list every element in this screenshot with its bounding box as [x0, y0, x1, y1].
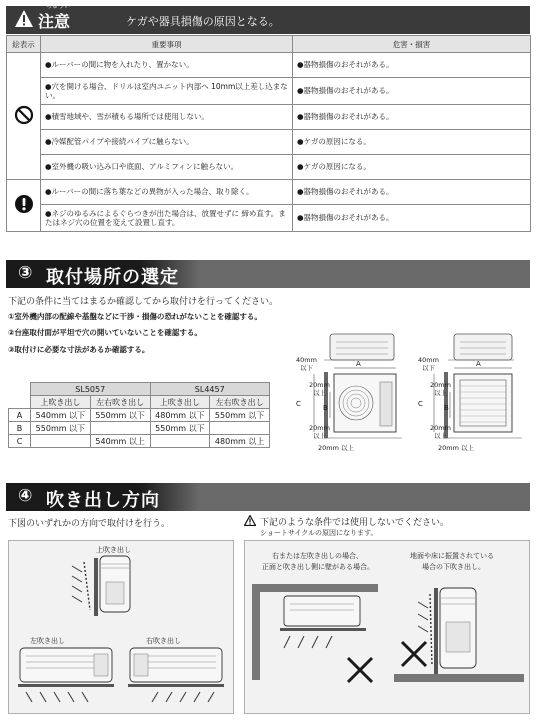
dim-a: A: [356, 360, 361, 368]
sub-header: 左右吹き出し: [90, 396, 150, 409]
item-text: ●穴を開ける場合、ドリルは室内ユニット内部へ 10mm以上差し込まない。: [41, 78, 293, 105]
table-row: [7, 78, 531, 105]
section4-number: ④: [18, 486, 33, 506]
warning-small-icon: [244, 515, 256, 526]
prohibited-cell: [7, 53, 41, 180]
harm-text: ●器物損傷のおそれがある。: [293, 180, 531, 205]
dimension-diagram-left: [294, 332, 412, 456]
caution-header: [6, 3, 530, 34]
harm-text: ●ケガの原因になる。: [293, 130, 531, 155]
dim-c: C: [296, 400, 301, 408]
item-text: ●ネジのゆるみによるぐらつきが出た場合は、放置せずに 締め直す。またはネジ穴の位置を変えて設置し直す。: [41, 205, 293, 232]
mandatory-cell: [7, 180, 41, 232]
caution-table: [6, 35, 531, 232]
dim-r20b: 以上: [434, 389, 447, 397]
harm-text: ●器物損傷のおそれがある。: [293, 53, 531, 78]
table-row: [7, 155, 531, 180]
warn-text: 下記のような条件では使用しないでください。: [260, 518, 450, 528]
caution-subtitle: ケガや器具損傷の原因となる。: [126, 15, 280, 28]
row-label: A: [9, 409, 31, 422]
table-cell: [210, 422, 270, 435]
section4-title: 吹き出し方向: [46, 490, 160, 511]
unit-left-blow: [14, 644, 116, 708]
table-row: [9, 435, 270, 448]
dim-left-top: 40mm: [296, 356, 317, 364]
dim-r-a: A: [476, 360, 481, 368]
table-cell: [90, 422, 150, 435]
item-text: ●ルーバーの間に落ち葉などの異物が入った場合、取り除く。: [41, 180, 293, 205]
table-row: [7, 53, 531, 78]
section3-number: ③: [18, 263, 33, 283]
mandatory-icon: [14, 194, 34, 214]
sub-header: 上吹き出し: [150, 396, 210, 409]
section4-header: [6, 483, 530, 511]
warn-sub: ショートサイクルの原因になります。: [260, 529, 378, 537]
table-cell: 550mm 以下: [90, 409, 150, 422]
dim-20a: 20mm: [309, 381, 330, 389]
table-row: [7, 205, 531, 232]
dim-r20a: 20mm: [430, 381, 451, 389]
unit-right-blow: [124, 644, 226, 708]
model-sl5057: SL5057: [31, 383, 151, 396]
dimension-table: [8, 382, 270, 448]
table-cell: 480mm 以上: [210, 435, 270, 448]
table-cell: [150, 435, 210, 448]
caution-title: 注意: [38, 12, 71, 31]
harm-text: ●器物損傷のおそれがある。: [293, 205, 531, 232]
table-cell: [31, 435, 91, 448]
dim-20d: 以上: [313, 432, 326, 440]
case2-line1: 地面や床に振置されている: [410, 552, 494, 560]
case1-line1: 右または左吹き出しの場合、: [272, 552, 363, 560]
label-right-blow: 右吹き出し: [146, 637, 181, 645]
header-symbol: 絵表示: [7, 36, 41, 53]
check-1: ①室外機内部の配線や基盤などに干渉・損傷の恐れがないことを確認する。: [8, 312, 262, 321]
harm-text: ●ケガの原因になる。: [293, 155, 531, 180]
dim-left-top2: 以下: [300, 364, 313, 372]
dimension-diagram-right: [414, 332, 532, 456]
table-cell: 540mm 以上: [90, 435, 150, 448]
header-gray: [200, 483, 530, 511]
check-2: ②台座取付面が平坦で穴の開いていないことを確認する。: [8, 328, 202, 337]
dim-b: B: [323, 404, 328, 412]
table-row: [9, 409, 270, 422]
caution-ruby: ちゅうい: [46, 3, 71, 10]
header-item: 重要事項: [41, 36, 293, 53]
section3-header: [6, 260, 530, 288]
label-left-blow: 左吹き出し: [30, 637, 65, 645]
case2-illustration: [392, 578, 526, 708]
dim-right-top: 40mm: [418, 356, 439, 364]
section3-intro: 下記の条件に当てはまるか確認してから取付けを行ってください。: [8, 297, 279, 307]
table-cell: 550mm 以下: [210, 409, 270, 422]
case1-line2: 正面と吹き出し側に壁がある場合。: [262, 563, 374, 571]
table-row: [7, 180, 531, 205]
prohibited-icon: [14, 105, 34, 125]
row-label: C: [9, 435, 31, 448]
dim-r20d: 以上: [434, 432, 447, 440]
caution-table-header: [7, 36, 531, 53]
table-cell: 480mm 以下: [150, 409, 210, 422]
sub-header: 上吹き出し: [31, 396, 91, 409]
label-top-blow: 上吹き出し: [96, 546, 131, 554]
item-text: ●室外機の吸い込み口や底面、アルミフィンに触らない。: [41, 155, 293, 180]
model-sl4457: SL4457: [150, 383, 270, 396]
table-cell: 550mm 以下: [31, 422, 91, 435]
unit-top-blow: [70, 552, 150, 618]
item-text: ●積雪地域や、雪が積もる場所では使用しない。: [41, 105, 293, 130]
dim-bottom: 20mm 以上: [318, 444, 355, 452]
header-harm: 危害・損害: [293, 36, 531, 53]
case1-illustration: [250, 578, 390, 708]
dim-20c: 20mm: [309, 424, 330, 432]
table-cell: 550mm 以下: [150, 422, 210, 435]
section4-left-text: 下図のいずれかの方向で取付けを行う。: [8, 519, 171, 529]
warning-icon: [14, 9, 34, 29]
item-text: ●冷媒配管パイプや接続パイプに触らない。: [41, 130, 293, 155]
table-cell: 540mm 以下: [31, 409, 91, 422]
row-label: B: [9, 422, 31, 435]
section3-title: 取付場所の選定: [46, 267, 179, 288]
table-row: [9, 422, 270, 435]
dim-20b: 以上: [313, 389, 326, 397]
dim-r-c: C: [418, 400, 423, 408]
dim-r20c: 20mm: [430, 424, 451, 432]
case2-line2: 場合の下吹き出し。: [422, 563, 485, 571]
dim-r-bottom: 20mm 以上: [438, 444, 475, 452]
dim-right-top2: 以下: [422, 364, 435, 372]
item-text: ●ルーバーの間に物を入れたり、置かない。: [41, 53, 293, 78]
harm-text: ●器物損傷のおそれがある。: [293, 105, 531, 130]
harm-text: ●器物損傷のおそれがある。: [293, 78, 531, 105]
dim-r-b: B: [444, 404, 449, 412]
table-row: [7, 105, 531, 130]
sub-header: 左右吹き出し: [210, 396, 270, 409]
check-3: ③取付けに必要な寸法があるか確認する。: [8, 345, 150, 354]
header-gray: [200, 260, 530, 288]
table-row: [7, 130, 531, 155]
